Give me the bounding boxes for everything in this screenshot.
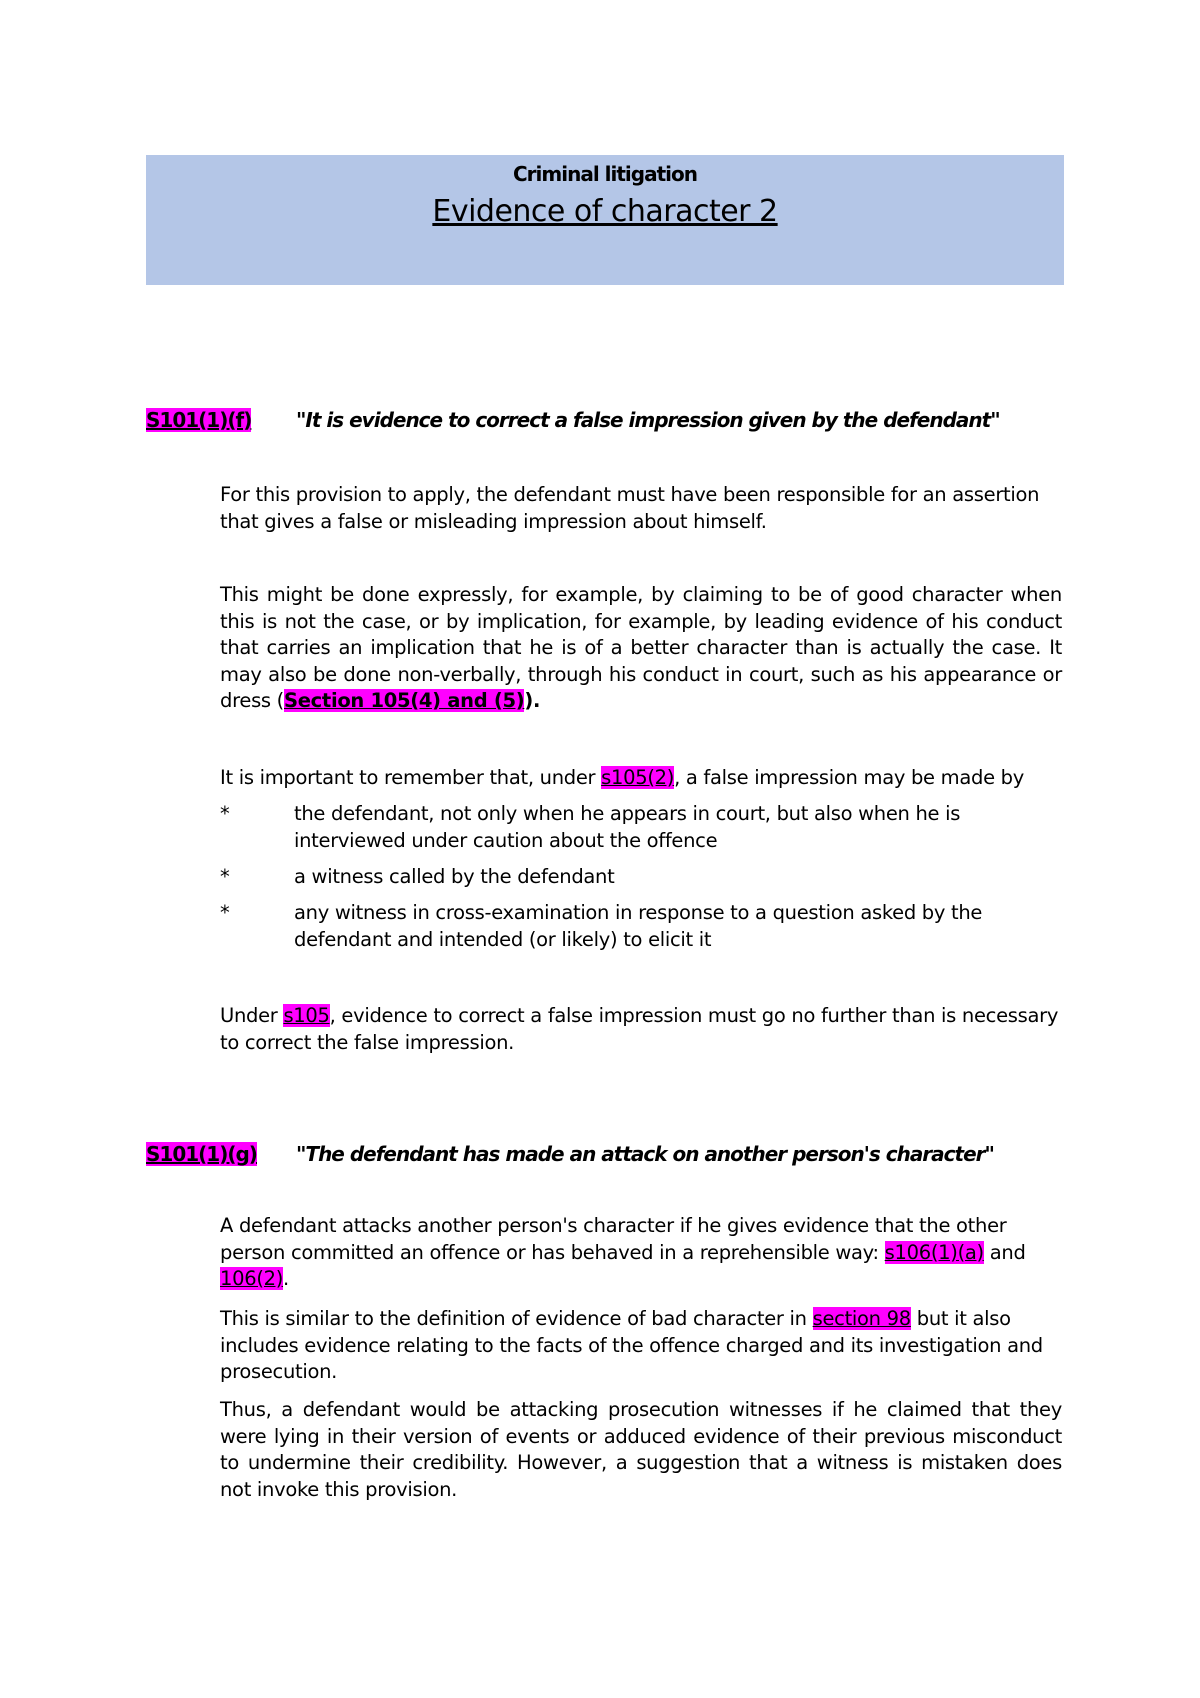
- section-g-p1-text: A defendant attacks another person's character if he gives evidence that the other person committed an offence or has behaved in a reprehensible way:: [220, 1214, 1007, 1264]
- section-f-p2-end: ).: [524, 689, 541, 712]
- section-g-p2-end: but it also includes evidence relating to the facts of the offence charged and its investigation and prosecution.: [220, 1307, 1043, 1383]
- section-g-p1-ref2: 106(2): [220, 1267, 284, 1290]
- bullet-marker: *: [220, 901, 230, 924]
- list-item-text: any witness in cross-examination in response to a question asked by the defendant and intended (or likely) to elicit it: [294, 901, 983, 951]
- section-g-paragraph-1: [220, 1213, 1062, 1293]
- title-banner: [146, 155, 1064, 285]
- section-f-p4-text: Under: [220, 1004, 284, 1027]
- section-f-quote: "It is evidence to correct a false impression given by the defendant": [296, 408, 1000, 432]
- section-f-p2-text: This might be done expressly, for example, by claiming to be of good character when this is not the case, or by implication, for example, by leading evidence of his conduct that carries an implication that he is of a better character than is actually the case. It may also be done non-verbally, through his conduct in court, such as his appearance or dress (: [220, 583, 1062, 712]
- section-f-p3-ref: s105(2): [601, 766, 675, 789]
- section-f-p4-ref: s105: [283, 1004, 330, 1027]
- bullet-marker: *: [220, 802, 230, 825]
- section-g-ref-highlight: S101(1)(g): [146, 1142, 257, 1166]
- list-item-text: a witness called by the defendant: [294, 865, 615, 888]
- section-f-p2-ref: Section 105(4) and (5): [284, 689, 525, 712]
- list-item-text: the defendant, not only when he appears in court, but also when he is interviewed under caution about the offence: [294, 802, 961, 852]
- section-g-paragraph-2: [220, 1306, 1062, 1386]
- bullet-marker: *: [220, 865, 230, 888]
- document-subject: Criminal litigation: [513, 162, 697, 186]
- section-g-p1-mid: and: [983, 1240, 1026, 1264]
- section-f-paragraph-4: [220, 1003, 1062, 1056]
- section-f-paragraph-3: [220, 765, 1062, 792]
- section-g-p1-ref1: s106(1)(a): [884, 1240, 984, 1264]
- section-f-ref-highlight: S101(1)(f): [146, 408, 252, 432]
- section-f-p3-end: , a false impression may be made by: [674, 766, 1024, 789]
- section-g-quote: "The defendant has made an attack on another person's character": [296, 1142, 994, 1166]
- section-g-paragraph-3: Thus, a defendant would be attacking prosecution witnesses if he claimed that they were lying in their version of events or adduced evidence of their previous misconduct to undermine their credibility. However, a suggestion that a witness is mistaken does not invoke this provision.: [220, 1398, 1062, 1501]
- section-g-p2-text: This is similar to the definition of evidence of bad character in: [220, 1307, 813, 1330]
- section-g-p1-end: .: [283, 1267, 289, 1290]
- section-f-paragraph-1: For this provision to apply, the defendant must have been responsible for an assertion that gives a false or misleading impression about himself.: [220, 483, 1040, 533]
- section-g-reference: [146, 1142, 257, 1166]
- document-title: Evidence of character 2: [432, 194, 778, 229]
- section-f-p3-text: It is important to remember that, under: [220, 766, 602, 789]
- section-f-p4-end: , evidence to correct a false impression must go no further than is necessary to correct the false impression.: [220, 1004, 1059, 1054]
- section-f-paragraph-2: [220, 582, 1062, 715]
- section-f-reference: [146, 408, 251, 432]
- section-g-p2-ref: section 98: [812, 1307, 911, 1330]
